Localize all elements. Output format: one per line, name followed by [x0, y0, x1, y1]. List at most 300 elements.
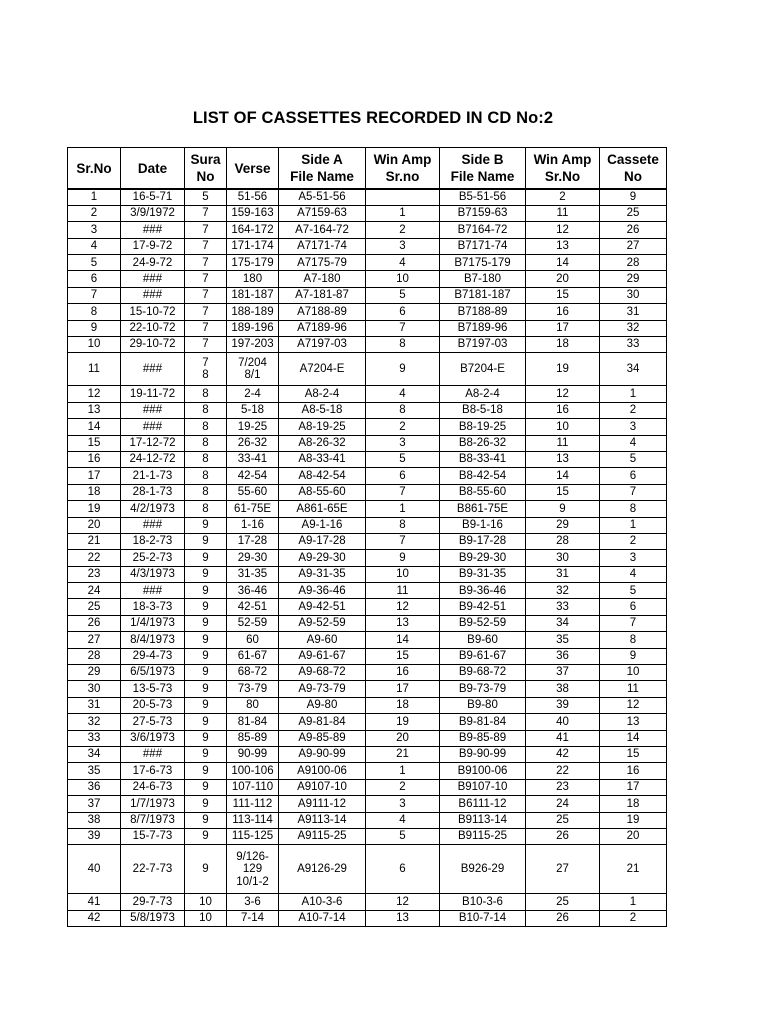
- cell-verse: 7/204 8/1: [227, 353, 279, 386]
- cell-win-amp-sr-no-b: 25: [526, 812, 600, 828]
- cell-cassette-no: 2: [600, 533, 667, 549]
- cell-sr-no: 12: [68, 386, 121, 402]
- cell-cassette-no: 7: [600, 484, 667, 500]
- table-row: [68, 845, 667, 894]
- cell-side-b-file-name: B9113-14: [440, 812, 526, 828]
- cell-sr-no: 39: [68, 828, 121, 844]
- cell-cassette-no: 12: [600, 697, 667, 713]
- cell-cassette-no: 28: [600, 255, 667, 271]
- cell-cassette-no: 14: [600, 730, 667, 746]
- cell-sura-no: 7: [185, 287, 227, 303]
- cell-win-amp-sr-no-a: 3: [366, 796, 440, 812]
- cell-verse: 73-79: [227, 681, 279, 697]
- cell-sr-no: 9: [68, 320, 121, 336]
- cell-side-a-file-name: A9115-25: [279, 828, 366, 844]
- table-row: [68, 255, 667, 271]
- cell-sr-no: 4: [68, 238, 121, 254]
- cell-cassette-no: 6: [600, 468, 667, 484]
- cell-sr-no: 17: [68, 468, 121, 484]
- cell-side-b-file-name: B7171-74: [440, 238, 526, 254]
- cell-win-amp-sr-no-a: 1: [366, 501, 440, 517]
- cell-win-amp-sr-no-b: 36: [526, 648, 600, 664]
- cell-side-a-file-name: A7189-96: [279, 320, 366, 336]
- cell-sr-no: 5: [68, 255, 121, 271]
- cell-sura-no: 9: [185, 714, 227, 730]
- cell-verse: 3-6: [227, 894, 279, 910]
- cell-win-amp-sr-no-a: 12: [366, 894, 440, 910]
- cell-side-b-file-name: B7188-89: [440, 304, 526, 320]
- cell-cassette-no: 25: [600, 205, 667, 221]
- cell-win-amp-sr-no-b: 25: [526, 894, 600, 910]
- cell-cassette-no: 5: [600, 451, 667, 467]
- cell-side-a-file-name: A9-61-67: [279, 648, 366, 664]
- cell-win-amp-sr-no-b: 11: [526, 435, 600, 451]
- cell-win-amp-sr-no-b: 13: [526, 238, 600, 254]
- cell-win-amp-sr-no-a: 5: [366, 828, 440, 844]
- cell-win-amp-sr-no-b: 39: [526, 697, 600, 713]
- cell-win-amp-sr-no-b: 33: [526, 599, 600, 615]
- cell-win-amp-sr-no-a: 7: [366, 533, 440, 549]
- cell-cassette-no: 4: [600, 566, 667, 582]
- cell-cassette-no: 34: [600, 353, 667, 386]
- cell-win-amp-sr-no-b: 34: [526, 615, 600, 631]
- cell-side-b-file-name: B926-29: [440, 845, 526, 894]
- table-row: [68, 566, 667, 582]
- cell-win-amp-sr-no-a: 6: [366, 845, 440, 894]
- cell-cassette-no: 16: [600, 763, 667, 779]
- column-header-win-amp-sr-no-a: Win Amp Sr.no: [366, 148, 440, 190]
- cell-sr-no: 10: [68, 337, 121, 353]
- cell-win-amp-sr-no-a: 20: [366, 730, 440, 746]
- cell-side-a-file-name: A9-85-89: [279, 730, 366, 746]
- table-row: [68, 271, 667, 287]
- cell-date: 22-10-72: [121, 320, 185, 336]
- cell-cassette-no: 32: [600, 320, 667, 336]
- table-row: [68, 451, 667, 467]
- cell-verse: 55-60: [227, 484, 279, 500]
- cell-sura-no: 7: [185, 205, 227, 221]
- cell-sr-no: 31: [68, 697, 121, 713]
- cell-verse: 36-46: [227, 583, 279, 599]
- cell-date: ###: [121, 222, 185, 238]
- cell-verse: 9/126- 129 10/1-2: [227, 845, 279, 894]
- cell-win-amp-sr-no-b: 12: [526, 222, 600, 238]
- table-row: [68, 468, 667, 484]
- cell-sura-no: 7 8: [185, 353, 227, 386]
- cell-verse: 31-35: [227, 566, 279, 582]
- cell-date: 8/4/1973: [121, 632, 185, 648]
- cell-date: ###: [121, 402, 185, 418]
- cell-verse: 113-114: [227, 812, 279, 828]
- cell-win-amp-sr-no-a: 8: [366, 517, 440, 533]
- cell-side-a-file-name: A9-36-46: [279, 583, 366, 599]
- cell-verse: 107-110: [227, 779, 279, 795]
- cell-date: 3/9/1972: [121, 205, 185, 221]
- table-row: [68, 533, 667, 549]
- cell-date: 22-7-73: [121, 845, 185, 894]
- cell-verse: 42-51: [227, 599, 279, 615]
- cell-side-b-file-name: B10-7-14: [440, 910, 526, 926]
- cell-date: 29-4-73: [121, 648, 185, 664]
- cell-date: 29-7-73: [121, 894, 185, 910]
- cell-win-amp-sr-no-a: 9: [366, 353, 440, 386]
- table-row: [68, 222, 667, 238]
- cell-win-amp-sr-no-a: 6: [366, 304, 440, 320]
- table-row: [68, 189, 667, 205]
- cell-sura-no: 7: [185, 255, 227, 271]
- cell-sura-no: 9: [185, 697, 227, 713]
- cell-win-amp-sr-no-a: 3: [366, 238, 440, 254]
- cell-win-amp-sr-no-b: 24: [526, 796, 600, 812]
- table-row: [68, 353, 667, 386]
- cell-win-amp-sr-no-a: 2: [366, 222, 440, 238]
- cell-verse: 1-16: [227, 517, 279, 533]
- cell-verse: 81-84: [227, 714, 279, 730]
- cell-win-amp-sr-no-a: 5: [366, 287, 440, 303]
- table-row: [68, 681, 667, 697]
- cell-cassette-no: 27: [600, 238, 667, 254]
- cell-sr-no: 28: [68, 648, 121, 664]
- table-row: [68, 812, 667, 828]
- cell-win-amp-sr-no-b: 28: [526, 533, 600, 549]
- cell-sr-no: 38: [68, 812, 121, 828]
- cell-date: 24-6-73: [121, 779, 185, 795]
- cell-side-a-file-name: A7-181-87: [279, 287, 366, 303]
- cell-sr-no: 13: [68, 402, 121, 418]
- cell-side-b-file-name: B9-29-30: [440, 550, 526, 566]
- cell-sura-no: 9: [185, 517, 227, 533]
- cell-verse: 61-75E: [227, 501, 279, 517]
- cell-sura-no: 9: [185, 583, 227, 599]
- cell-side-b-file-name: B8-26-32: [440, 435, 526, 451]
- cell-verse: 2-4: [227, 386, 279, 402]
- cell-side-a-file-name: A8-26-32: [279, 435, 366, 451]
- column-header-side-b-file-name: Side B File Name: [440, 148, 526, 190]
- cell-win-amp-sr-no-b: 16: [526, 304, 600, 320]
- cell-side-b-file-name: B9-1-16: [440, 517, 526, 533]
- table-header-row: [68, 148, 667, 190]
- cell-side-a-file-name: A9111-12: [279, 796, 366, 812]
- cell-date: 6/5/1973: [121, 665, 185, 681]
- cell-date: 15-10-72: [121, 304, 185, 320]
- cell-cassette-no: 26: [600, 222, 667, 238]
- cell-win-amp-sr-no-b: 26: [526, 828, 600, 844]
- cell-verse: 197-203: [227, 337, 279, 353]
- cell-side-a-file-name: A8-42-54: [279, 468, 366, 484]
- cell-win-amp-sr-no-a: 21: [366, 747, 440, 763]
- table-row: [68, 796, 667, 812]
- table-row: [68, 419, 667, 435]
- cell-win-amp-sr-no-a: 4: [366, 386, 440, 402]
- table-row: [68, 615, 667, 631]
- cell-win-amp-sr-no-a: 2: [366, 779, 440, 795]
- cell-date: ###: [121, 271, 185, 287]
- cell-win-amp-sr-no-b: 10: [526, 419, 600, 435]
- cell-sura-no: 8: [185, 484, 227, 500]
- cell-verse: 80: [227, 697, 279, 713]
- cell-sr-no: 22: [68, 550, 121, 566]
- cell-win-amp-sr-no-a: 17: [366, 681, 440, 697]
- cell-side-b-file-name: B8-19-25: [440, 419, 526, 435]
- table-row: [68, 648, 667, 664]
- cell-sr-no: 18: [68, 484, 121, 500]
- cell-win-amp-sr-no-a: 15: [366, 648, 440, 664]
- cassette-table: [67, 147, 667, 927]
- cell-sura-no: 8: [185, 419, 227, 435]
- table-row: [68, 910, 667, 926]
- cell-win-amp-sr-no-b: 22: [526, 763, 600, 779]
- cell-cassette-no: 33: [600, 337, 667, 353]
- cell-verse: 85-89: [227, 730, 279, 746]
- cell-win-amp-sr-no-a: 1: [366, 205, 440, 221]
- cell-win-amp-sr-no-a: 13: [366, 615, 440, 631]
- table-row: [68, 304, 667, 320]
- cell-side-b-file-name: B8-42-54: [440, 468, 526, 484]
- table-row: [68, 747, 667, 763]
- cell-sr-no: 24: [68, 583, 121, 599]
- cell-win-amp-sr-no-a: 4: [366, 812, 440, 828]
- cell-sura-no: 9: [185, 599, 227, 615]
- table-row: [68, 779, 667, 795]
- cell-win-amp-sr-no-a: 8: [366, 337, 440, 353]
- cell-side-a-file-name: A9107-10: [279, 779, 366, 795]
- cell-verse: 175-179: [227, 255, 279, 271]
- cell-verse: 188-189: [227, 304, 279, 320]
- table-row: [68, 894, 667, 910]
- cell-sura-no: 9: [185, 845, 227, 894]
- cell-sura-no: 10: [185, 910, 227, 926]
- cell-win-amp-sr-no-a: 8: [366, 402, 440, 418]
- cell-sura-no: 9: [185, 550, 227, 566]
- cell-win-amp-sr-no-b: 42: [526, 747, 600, 763]
- cell-sura-no: 7: [185, 271, 227, 287]
- cell-win-amp-sr-no-b: 19: [526, 353, 600, 386]
- cell-verse: 7-14: [227, 910, 279, 926]
- cell-sr-no: 11: [68, 353, 121, 386]
- cell-sura-no: 9: [185, 648, 227, 664]
- cell-date: 19-11-72: [121, 386, 185, 402]
- cell-cassette-no: 2: [600, 402, 667, 418]
- cell-side-a-file-name: A8-5-18: [279, 402, 366, 418]
- cell-cassette-no: 29: [600, 271, 667, 287]
- cell-win-amp-sr-no-b: 23: [526, 779, 600, 795]
- cell-win-amp-sr-no-b: 13: [526, 451, 600, 467]
- cell-verse: 100-106: [227, 763, 279, 779]
- cell-verse: 26-32: [227, 435, 279, 451]
- cell-win-amp-sr-no-a: 10: [366, 271, 440, 287]
- table-row: [68, 665, 667, 681]
- cell-win-amp-sr-no-b: 20: [526, 271, 600, 287]
- cell-verse: 61-67: [227, 648, 279, 664]
- column-header-verse: Verse: [227, 148, 279, 190]
- cell-verse: 90-99: [227, 747, 279, 763]
- cell-win-amp-sr-no-b: 31: [526, 566, 600, 582]
- column-header-cassette-no: Cassete No: [600, 148, 667, 190]
- cell-date: 3/6/1973: [121, 730, 185, 746]
- page-title: LIST OF CASSETTES RECORDED IN CD No:2: [192, 109, 554, 127]
- cell-win-amp-sr-no-b: 15: [526, 287, 600, 303]
- cell-verse: 17-28: [227, 533, 279, 549]
- cell-sura-no: 9: [185, 779, 227, 795]
- cell-sr-no: 3: [68, 222, 121, 238]
- cell-date: 5/8/1973: [121, 910, 185, 926]
- cell-win-amp-sr-no-a: 14: [366, 632, 440, 648]
- cell-side-b-file-name: B9-36-46: [440, 583, 526, 599]
- cell-side-a-file-name: A7-180: [279, 271, 366, 287]
- cell-sura-no: 9: [185, 828, 227, 844]
- cell-sr-no: 41: [68, 894, 121, 910]
- cell-sura-no: 7: [185, 238, 227, 254]
- cell-sura-no: 9: [185, 533, 227, 549]
- cell-win-amp-sr-no-a: 10: [366, 566, 440, 582]
- cell-date: 25-2-73: [121, 550, 185, 566]
- cell-sura-no: 8: [185, 435, 227, 451]
- cell-side-b-file-name: B9107-10: [440, 779, 526, 795]
- column-header-sura-no: Sura No: [185, 148, 227, 190]
- cell-cassette-no: 6: [600, 599, 667, 615]
- cell-win-amp-sr-no-a: 2: [366, 419, 440, 435]
- cell-cassette-no: 3: [600, 419, 667, 435]
- table-row: [68, 337, 667, 353]
- cell-cassette-no: 18: [600, 796, 667, 812]
- cell-date: 24-9-72: [121, 255, 185, 271]
- cell-cassette-no: 9: [600, 189, 667, 205]
- cell-win-amp-sr-no-a: [366, 189, 440, 205]
- cell-win-amp-sr-no-a: 13: [366, 910, 440, 926]
- column-header-side-a-file-name: Side A File Name: [279, 148, 366, 190]
- cell-side-a-file-name: A9113-14: [279, 812, 366, 828]
- cell-win-amp-sr-no-b: 29: [526, 517, 600, 533]
- cell-date: ###: [121, 747, 185, 763]
- table-row: [68, 828, 667, 844]
- cell-cassette-no: 3: [600, 550, 667, 566]
- cell-side-b-file-name: B7164-72: [440, 222, 526, 238]
- cell-sura-no: 9: [185, 730, 227, 746]
- cell-win-amp-sr-no-b: 17: [526, 320, 600, 336]
- cell-side-a-file-name: A9126-29: [279, 845, 366, 894]
- cell-side-a-file-name: A9-81-84: [279, 714, 366, 730]
- cell-sura-no: 9: [185, 632, 227, 648]
- cell-side-a-file-name: A10-7-14: [279, 910, 366, 926]
- cell-side-b-file-name: B8-5-18: [440, 402, 526, 418]
- cell-cassette-no: 15: [600, 747, 667, 763]
- column-header-win-amp-sr-no-b: Win Amp Sr.No: [526, 148, 600, 190]
- cell-win-amp-sr-no-b: 38: [526, 681, 600, 697]
- cell-win-amp-sr-no-a: 7: [366, 484, 440, 500]
- cell-side-b-file-name: B9-80: [440, 697, 526, 713]
- cell-side-a-file-name: A9-17-28: [279, 533, 366, 549]
- cell-cassette-no: 1: [600, 517, 667, 533]
- cell-sura-no: 9: [185, 812, 227, 828]
- cell-date: ###: [121, 583, 185, 599]
- cell-sura-no: 9: [185, 665, 227, 681]
- cell-sr-no: 27: [68, 632, 121, 648]
- cell-win-amp-sr-no-a: 12: [366, 599, 440, 615]
- cell-win-amp-sr-no-b: 16: [526, 402, 600, 418]
- cell-sura-no: 10: [185, 894, 227, 910]
- cell-sura-no: 9: [185, 763, 227, 779]
- cell-sr-no: 42: [68, 910, 121, 926]
- cell-sr-no: 34: [68, 747, 121, 763]
- cell-verse: 159-163: [227, 205, 279, 221]
- cell-side-a-file-name: A8-55-60: [279, 484, 366, 500]
- cell-sura-no: 8: [185, 451, 227, 467]
- cell-side-b-file-name: B7175-179: [440, 255, 526, 271]
- cell-sr-no: 6: [68, 271, 121, 287]
- cell-win-amp-sr-no-b: 35: [526, 632, 600, 648]
- cell-sura-no: 9: [185, 566, 227, 582]
- cell-sura-no: 9: [185, 747, 227, 763]
- cell-cassette-no: 17: [600, 779, 667, 795]
- cell-date: 27-5-73: [121, 714, 185, 730]
- cell-sr-no: 33: [68, 730, 121, 746]
- cell-side-b-file-name: B6111-12: [440, 796, 526, 812]
- cell-side-a-file-name: A7159-63: [279, 205, 366, 221]
- cell-side-b-file-name: B9-60: [440, 632, 526, 648]
- cell-win-amp-sr-no-b: 11: [526, 205, 600, 221]
- cell-side-a-file-name: A9-73-79: [279, 681, 366, 697]
- cell-sr-no: 26: [68, 615, 121, 631]
- cell-sr-no: 21: [68, 533, 121, 549]
- cell-date: 24-12-72: [121, 451, 185, 467]
- cell-side-b-file-name: B861-75E: [440, 501, 526, 517]
- cell-cassette-no: 10: [600, 665, 667, 681]
- table-row: [68, 287, 667, 303]
- cell-side-a-file-name: A861-65E: [279, 501, 366, 517]
- cell-date: 21-1-73: [121, 468, 185, 484]
- cell-sr-no: 37: [68, 796, 121, 812]
- cell-side-a-file-name: A10-3-6: [279, 894, 366, 910]
- cell-date: 4/3/1973: [121, 566, 185, 582]
- cell-cassette-no: 5: [600, 583, 667, 599]
- cell-win-amp-sr-no-b: 14: [526, 468, 600, 484]
- cell-verse: 29-30: [227, 550, 279, 566]
- cell-sr-no: 1: [68, 189, 121, 205]
- cell-verse: 5-18: [227, 402, 279, 418]
- cell-win-amp-sr-no-a: 1: [366, 763, 440, 779]
- cell-cassette-no: 9: [600, 648, 667, 664]
- column-header-date: Date: [121, 148, 185, 190]
- cell-win-amp-sr-no-a: 9: [366, 550, 440, 566]
- cell-verse: 33-41: [227, 451, 279, 467]
- cell-side-b-file-name: B7181-187: [440, 287, 526, 303]
- cell-sura-no: 7: [185, 337, 227, 353]
- cell-side-b-file-name: B5-51-56: [440, 189, 526, 205]
- cell-verse: 19-25: [227, 419, 279, 435]
- cell-date: 4/2/1973: [121, 501, 185, 517]
- cell-cassette-no: 7: [600, 615, 667, 631]
- cell-side-b-file-name: B9-52-59: [440, 615, 526, 631]
- cell-cassette-no: 11: [600, 681, 667, 697]
- cell-win-amp-sr-no-b: 26: [526, 910, 600, 926]
- table-row: [68, 517, 667, 533]
- cell-sr-no: 32: [68, 714, 121, 730]
- cell-side-b-file-name: B9-31-35: [440, 566, 526, 582]
- table-row: [68, 402, 667, 418]
- cell-sura-no: 9: [185, 681, 227, 697]
- cell-win-amp-sr-no-b: 12: [526, 386, 600, 402]
- cell-side-a-file-name: A7197-03: [279, 337, 366, 353]
- cell-verse: 51-56: [227, 189, 279, 205]
- cell-win-amp-sr-no-a: 6: [366, 468, 440, 484]
- cell-side-a-file-name: A9-52-59: [279, 615, 366, 631]
- cell-side-a-file-name: A7188-89: [279, 304, 366, 320]
- cell-sura-no: 8: [185, 386, 227, 402]
- table-row: [68, 632, 667, 648]
- cell-side-b-file-name: B7-180: [440, 271, 526, 287]
- cell-side-b-file-name: B9-42-51: [440, 599, 526, 615]
- table-row: [68, 205, 667, 221]
